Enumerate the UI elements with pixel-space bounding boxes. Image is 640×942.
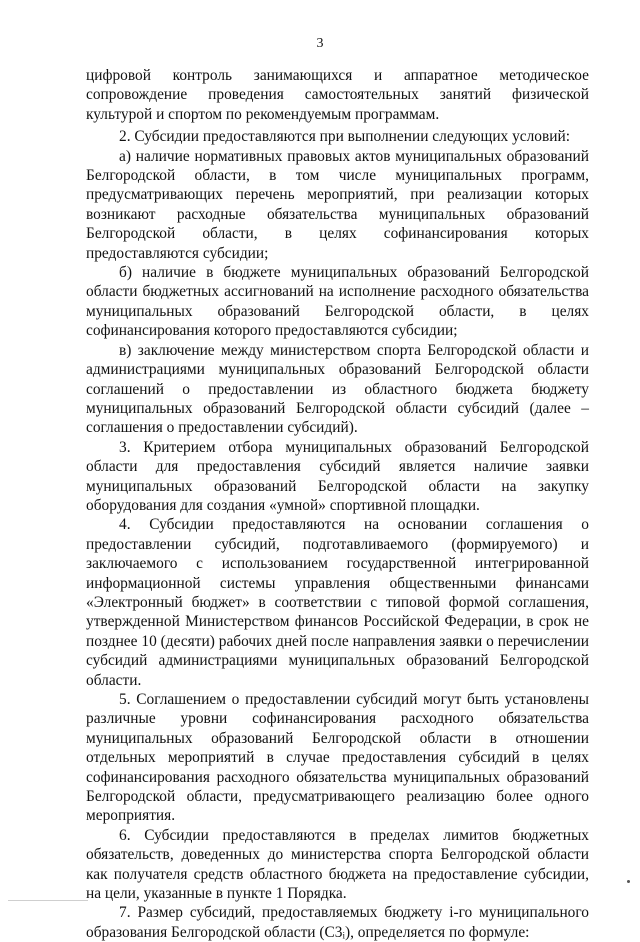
paragraph-item-3: 3. Критерием отбора муниципальных образований Белгородской области для предоставления субсидий является наличие заявки муниципальных образований Белгородской области на закупку оборудования для создания «умной» спортивной площадки. xyxy=(86,438,589,514)
paragraph-item-5: 5. Соглашением о предоставлении субсидий могут быть установлены различные уровни софинансирования расходного обязательства муниципальных образований Белгородской области в отношении отдельных мероприятий в случае предоставления субсидий в целях софинансирования расходного обязательства муниципальных образований Белгородской области, предусматривающего реализацию более одного мероприятия. xyxy=(86,691,589,825)
scan-speck xyxy=(627,880,630,883)
paragraph-item-2a: а) наличие нормативных правовых актов муниципальных образований Белгородской области, в том числе муниципальных программ, предусматривающих перечень мероприятий, при реализации которых возникают расходные обязательства муниципальных образований Белгородской области, в целях софинансирования которых предоставляются субсидии; xyxy=(86,147,589,262)
footer-rule xyxy=(8,900,88,901)
document-body xyxy=(86,66,589,942)
paragraph-item-7: 7. Размер субсидий, предоставляемых бюджету i-го муниципального образования Белгородской области (С3ᵢ), определяется по формуле: xyxy=(86,904,589,941)
paragraph-item-2c: в) заключение между министерством спорта Белгородской области и администрациями муниципальных образований Белгородской области соглашений о предоставлении из областного бюджета бюджету муниципальных образований Белгородской области субсидий (далее – соглашения о предоставлении субсидий). xyxy=(86,341,589,437)
paragraph-item-2b: б) наличие в бюджете муниципальных образований Белгородской области бюджетных ассигнований на исполнение расходного обязательства муниципальных образований Белгородской области, в целях софинансирования которого предоставляются субсидии; xyxy=(86,264,589,340)
page-number: 3 xyxy=(316,36,324,51)
paragraph-item-4: 4. Субсидии предоставляются на основании соглашения о предоставлении субсидий, подготавливаемого (формируемого) и заключаемого с использованием государственной интегрированной информационной системы управления общественными финансами «Электронный бюджет» в соответствии с типовой формой соглашения, утвержденной Министерством финансов Российской Федерации, в срок не позднее 10 (десяти) рабочих дней после направления заявки о перечислении субсидий администрациями муниципальных образований Белгородской области. xyxy=(86,516,589,689)
paragraph-item-2: 2. Субсидии предоставляются при выполнении следующих условий: xyxy=(119,128,571,146)
paragraph-continuation: цифровой контроль занимающихся и аппаратное методическое сопровождение проведения самостоятельных занятий физической культурой и спортом по рекомендуемым программам. xyxy=(86,67,589,123)
paragraph-item-6: 6. Субсидии предоставляются в пределах лимитов бюджетных обязательств, доведенных до министерства спорта Белгородской области как получателя средств областного бюджета на предоставление субсидии, на цели, указанные в пункте 1 Порядка. xyxy=(86,826,589,903)
